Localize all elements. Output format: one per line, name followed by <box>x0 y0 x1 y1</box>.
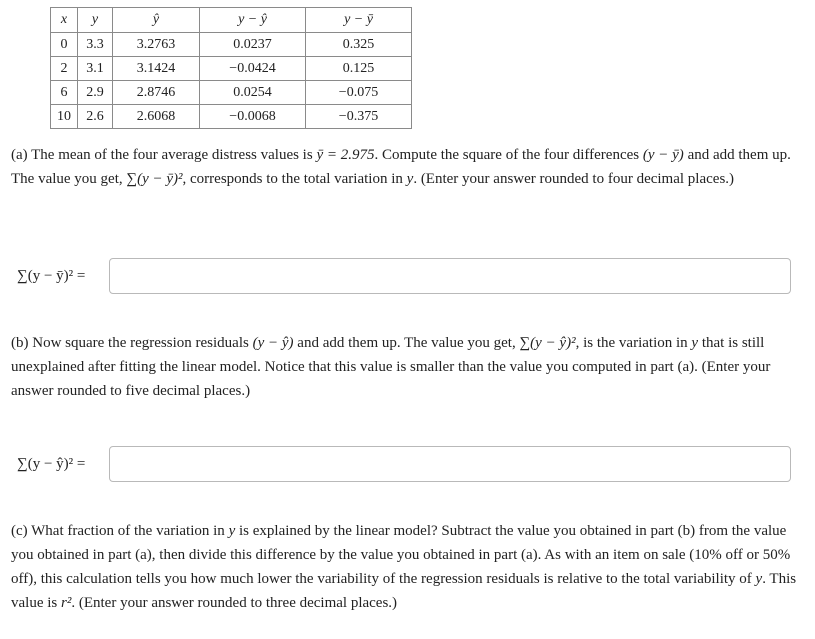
table-row <box>51 81 412 105</box>
table-cell: −0.375 <box>306 105 412 129</box>
table-row <box>51 33 412 57</box>
part-a-question: (a) The mean of the four average distress values is ȳ = 2.975. Compute the square of the four differences (y − ȳ) and add them up. The value you get, ∑(y − ȳ)², corresponds to the total variation in y. (Enter your answer rounded to four decimal places.) <box>11 147 791 187</box>
table-cell: −0.0068 <box>200 105 306 129</box>
table-cell: 0.0254 <box>200 81 306 105</box>
table-header-row <box>51 8 412 33</box>
header-deviation: y − ȳ <box>306 8 412 33</box>
part-b-question: (b) Now square the regression residuals (y − ŷ) and add them up. The value you get, ∑(y − ŷ)², is the variation in y that is still unexplained after fitting the linear model. Notice that this value is smaller than the value you computed in part (a). (Enter your answer rounded to five decimal places.) <box>11 335 771 399</box>
part-b-answer-input[interactable] <box>109 446 791 482</box>
header-y: y <box>78 8 113 33</box>
table-cell: 6 <box>51 81 78 105</box>
table-cell: 10 <box>51 105 78 129</box>
table-cell: 0.325 <box>306 33 412 57</box>
table-cell: 0.0237 <box>200 33 306 57</box>
table-cell: 3.1 <box>78 57 113 81</box>
table-cell: 2.9 <box>78 81 113 105</box>
table-cell: 2.8746 <box>113 81 200 105</box>
table-row <box>51 57 412 81</box>
table-cell: 0 <box>51 33 78 57</box>
table-cell: 3.2763 <box>113 33 200 57</box>
table-cell: 3.3 <box>78 33 113 57</box>
table-cell: −0.0424 <box>200 57 306 81</box>
header-residual: y − ŷ <box>200 8 306 33</box>
table-cell: 2 <box>51 57 78 81</box>
part-c-question: (c) What fraction of the variation in y is explained by the linear model? Subtract the value you obtained in part (b) from the value you obtained in part (a), then divide this difference by the value you obtained in part (a). As with an item on sale (10% off or 50% off), this calculation tells you how much lower the variability of the regression residuals is relative to the total variability of y. This value is r². (Enter your answer rounded to three decimal places.) <box>11 523 797 611</box>
table-cell: 0.125 <box>306 57 412 81</box>
table-cell: 2.6 <box>78 105 113 129</box>
part-b-answer-label: ∑(y − ŷ)² = <box>17 456 86 472</box>
data-table <box>50 7 412 129</box>
header-yhat: ŷ <box>113 8 200 33</box>
part-a-answer-input[interactable] <box>109 258 791 294</box>
table-row <box>51 105 412 129</box>
header-x: x <box>51 8 78 33</box>
part-a-answer-label: ∑(y − ȳ)² = <box>17 268 86 284</box>
table-cell: 2.6068 <box>113 105 200 129</box>
table-cell: −0.075 <box>306 81 412 105</box>
table-cell: 3.1424 <box>113 57 200 81</box>
